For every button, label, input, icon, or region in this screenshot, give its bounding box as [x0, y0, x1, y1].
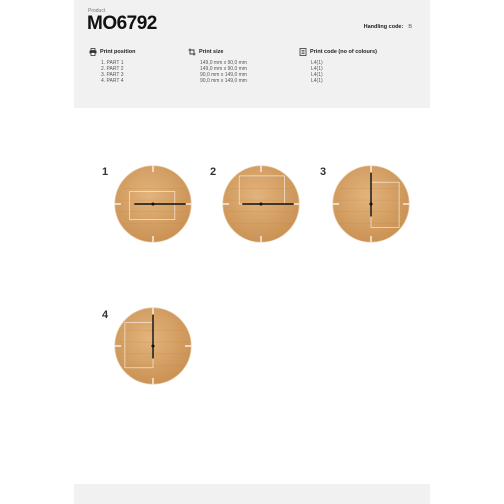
print-size-row: 149,0 mm x 90,0 mm	[200, 60, 247, 66]
clock-view-2	[222, 165, 300, 243]
view-number-1: 1	[102, 166, 109, 178]
print-code-row: L4(1)	[311, 66, 323, 72]
handling-code	[364, 24, 412, 30]
crop-icon	[188, 48, 196, 56]
product-code: MO6792	[87, 13, 157, 34]
document-icon	[299, 48, 307, 56]
clock-view-1	[114, 165, 192, 243]
print-position-row: 3. PART 3	[101, 72, 124, 78]
print-size-row: 149,0 mm x 90,0 mm	[200, 66, 247, 72]
print-position-row: 2. PART 2	[101, 66, 124, 72]
header-panel	[74, 0, 430, 108]
print-position-title: Print position	[100, 49, 136, 55]
clock-view-4	[114, 307, 192, 385]
clock-view-3	[332, 165, 410, 243]
print-position-row: 4. PART 4	[101, 78, 124, 84]
print-position-column	[89, 48, 135, 84]
handling-code-label: Handling code:	[363, 24, 404, 30]
print-size-title: Print size	[199, 49, 224, 55]
print-code-row: L4(1)	[311, 78, 323, 84]
print-code-title: Print code (no of colours)	[310, 49, 377, 55]
print-code-column	[299, 48, 377, 84]
print-size-row: 90,0 mm x 149,0 mm	[200, 78, 247, 84]
handling-code-value: B	[408, 24, 412, 30]
view-number-4: 4	[102, 309, 109, 321]
print-code-row: L4(1)	[311, 72, 323, 78]
view-number-2: 2	[210, 166, 217, 178]
printer-icon	[89, 48, 97, 56]
print-size-row: 90,0 mm x 149,0 mm	[200, 72, 247, 78]
view-number-3: 3	[320, 166, 327, 178]
print-code-row: L4(1)	[311, 60, 323, 66]
product-label: Product	[88, 8, 106, 14]
footer-panel	[74, 484, 430, 504]
print-position-row: 1. PART 1	[101, 60, 124, 66]
print-size-column	[188, 48, 247, 84]
